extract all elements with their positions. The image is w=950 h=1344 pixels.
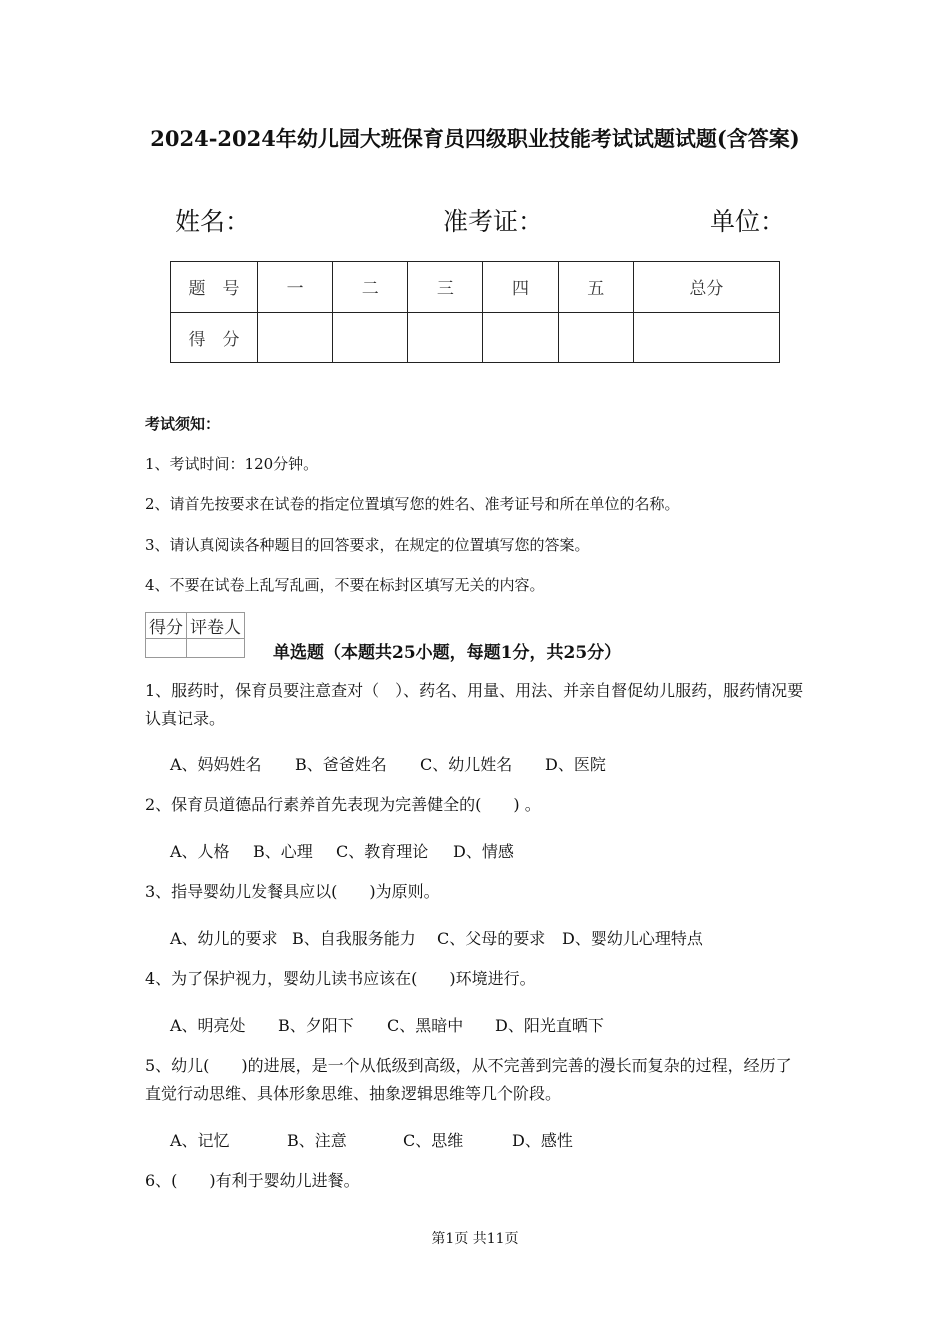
score-table-score-row: [171, 312, 780, 363]
score-table-col-5: 五: [558, 262, 633, 313]
score-cell[interactable]: [333, 312, 408, 363]
question-option: C、幼儿姓名: [420, 755, 513, 774]
notice-heading: 考试须知：: [145, 415, 221, 433]
score-cell[interactable]: [633, 312, 779, 363]
question-option: D、情感: [453, 842, 514, 861]
question-option: D、婴幼儿心理特点: [562, 929, 703, 948]
page-title: 2024-2024年幼儿园大班保育员四级职业技能考试试题试题(含答案): [150, 126, 800, 151]
grader-name-cell[interactable]: [187, 639, 245, 658]
question-option: C、父母的要求: [437, 929, 546, 948]
exam-id-field-label: 准考证：: [443, 207, 544, 236]
question-text: 5、幼儿( )的进展，是一个从低级到高级，从不完善到完善的漫长而复杂的过程，经历了直觉行动思维、具体形象思维、抽象逻辑思维等几个阶段。: [145, 1056, 792, 1103]
score-table-col-4: 四: [483, 262, 558, 313]
question-option: B、自我服务能力: [292, 929, 416, 948]
score-cell[interactable]: [558, 312, 633, 363]
question-option: A、人格: [170, 842, 230, 861]
score-table-col-1: 一: [258, 262, 333, 313]
notice-item: 4、不要在试卷上乱写乱画，不要在标封区填写无关的内容。: [145, 576, 545, 594]
question-text: 6、( )有利于婴幼儿进餐。: [145, 1171, 360, 1190]
score-table-col-total: 总分: [633, 262, 779, 313]
notice-item: 2、请首先按要求在试卷的指定位置填写您的姓名、准考证号和所在单位的名称。: [145, 495, 680, 513]
question-option: C、教育理论: [336, 842, 429, 861]
question-option: A、妈妈姓名: [170, 755, 262, 774]
grader-name-label: 评卷人: [187, 613, 245, 639]
score-table-col-2: 二: [333, 262, 408, 313]
question-option: B、注意: [287, 1131, 347, 1150]
question-option: B、爸爸姓名: [295, 755, 387, 774]
score-table-header-label: 题 号: [171, 262, 258, 313]
question-option: A、记忆: [170, 1131, 230, 1150]
question-option: D、医院: [545, 755, 606, 774]
notice-item: 1、考试时间：120分钟。: [145, 455, 319, 473]
score-table-header-row: [171, 262, 780, 313]
question-text: 4、为了保护视力，婴幼儿读书应该在( )环境进行。: [145, 969, 536, 988]
grader-box: [145, 612, 245, 658]
section-title: 单选题（本题共25小题，每题1分，共25分）: [273, 643, 622, 663]
question-option: A、明亮处: [170, 1016, 246, 1035]
notice-item: 3、请认真阅读各种题目的回答要求，在规定的位置填写您的答案。: [145, 536, 590, 554]
name-field-label: 姓名：: [175, 207, 251, 236]
score-table-col-3: 三: [408, 262, 483, 313]
question-option: C、黑暗中: [387, 1016, 464, 1035]
question-text: 2、保育员道德品行素养首先表现为完善健全的( ) 。: [145, 795, 541, 814]
score-table: [170, 261, 780, 363]
score-table-row-label: 得 分: [171, 312, 258, 363]
question-option: D、感性: [512, 1131, 573, 1150]
question-option: B、心理: [253, 842, 313, 861]
question-text: 1、服药时，保育员要注意查对（ ）、药名、用量、用法、并亲自督促幼儿服药，服药情况要认真记录。: [145, 681, 804, 728]
score-cell[interactable]: [408, 312, 483, 363]
question-option: D、阳光直晒下: [495, 1016, 604, 1035]
score-cell[interactable]: [483, 312, 558, 363]
unit-field-label: 单位：: [710, 207, 786, 236]
question-text: 3、指导婴幼儿发餐具应以( )为原则。: [145, 882, 440, 901]
question-option: B、夕阳下: [278, 1016, 354, 1035]
grader-score-cell[interactable]: [146, 639, 187, 658]
page-footer: 第1页 共11页: [431, 1231, 519, 1247]
question-option: C、思维: [403, 1131, 464, 1150]
grader-score-label: 得分: [146, 613, 187, 639]
score-cell[interactable]: [258, 312, 333, 363]
question-option: A、幼儿的要求: [170, 929, 278, 948]
